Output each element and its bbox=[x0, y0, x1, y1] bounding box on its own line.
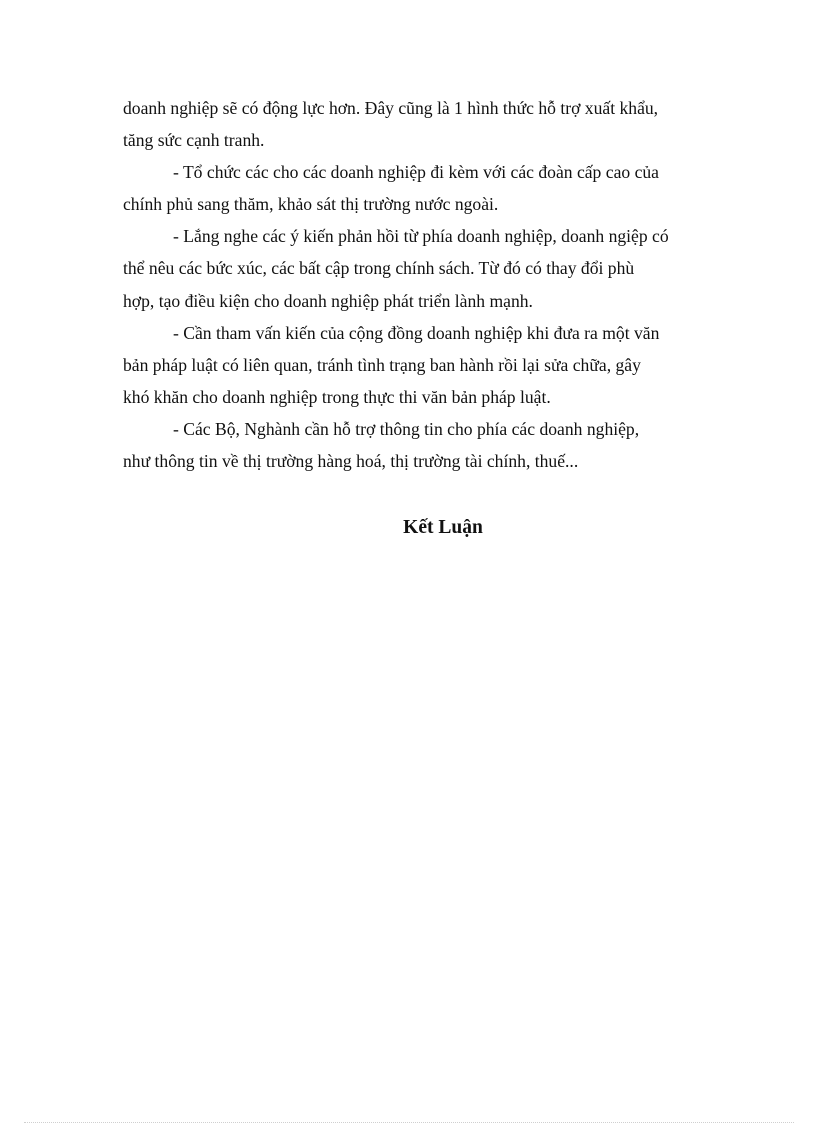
text-line: như thông tin về thị trường hàng hoá, thị trường tài chính, thuế... bbox=[123, 451, 579, 472]
body-text bbox=[123, 92, 715, 477]
text-line: khó khăn cho doanh nghiệp trong thực thi văn bản pháp luật. bbox=[123, 386, 551, 407]
text-line: - Cần tham vấn kiến của cộng đồng doanh nghiệp khi đưa ra một văn bbox=[173, 322, 660, 343]
text-line: - Lắng nghe các ý kiến phản hồi từ phía doanh nghiệp, doanh ngiệp có bbox=[173, 226, 669, 247]
text-line: thể nêu các bức xúc, các bất cập trong chính sách. Từ đó có thay đổi phù bbox=[123, 258, 635, 279]
section-heading: Kết Luận bbox=[403, 517, 483, 538]
text-line: bản pháp luật có liên quan, tránh tình trạng ban hành rồi lại sửa chữa, gây bbox=[123, 354, 641, 375]
text-line: - Tổ chức các cho các doanh nghiệp đi kèm với các đoàn cấp cao của bbox=[173, 162, 659, 183]
text-line: tăng sức cạnh tranh. bbox=[123, 130, 265, 151]
text-line: chính phủ sang thăm, khảo sát thị trường nước ngoài. bbox=[123, 194, 499, 215]
text-line: hợp, tạo điều kiện cho doanh nghiệp phát triển lành mạnh. bbox=[123, 290, 533, 311]
text-line: doanh nghiệp sẽ có động lực hơn. Đây cũng là 1 hình thức hỗ trợ xuất khẩu, bbox=[123, 98, 659, 118]
text-line: - Các Bộ, Nghành cần hỗ trợ thông tin cho phía các doanh nghiệp, bbox=[173, 418, 640, 439]
